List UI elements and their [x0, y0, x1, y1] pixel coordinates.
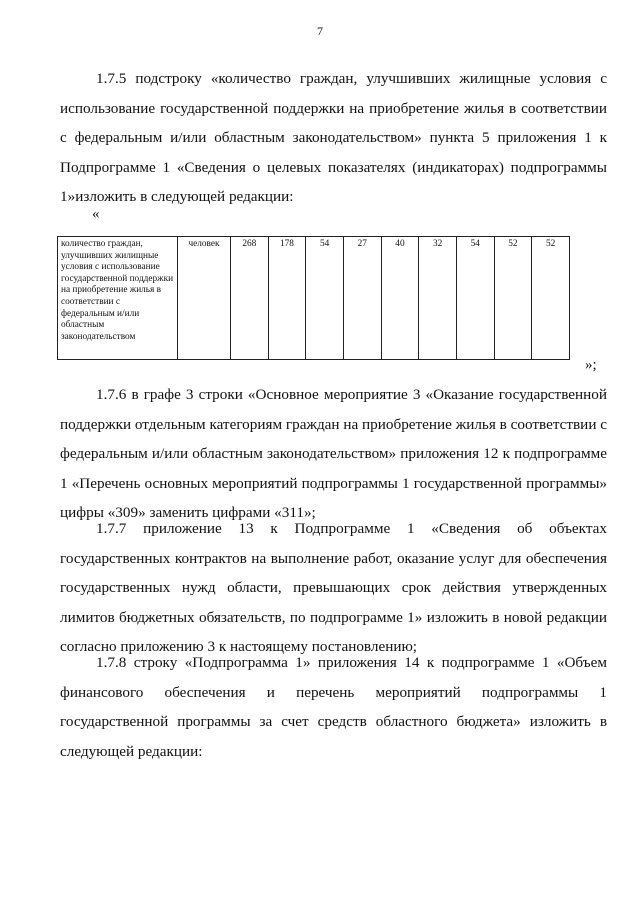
page-number: 7 [317, 24, 323, 38]
indicator-table [57, 236, 570, 360]
value-cell-2: 178 [268, 237, 306, 360]
paragraph-1-7-7: 1.7.7 приложение 13 к Подпрограмме 1 «Сведения об объектах государственных контрактов на выполнение работ, оказание услуг для обеспечения государственных нужд области, превышающих срок действия утвержденных лимитов бюджетных обязательств, по подпрограмме 1» изложить в новой редакции согласно приложению 3 к настоящему постановлению; [60, 520, 607, 656]
paragraph-1-7-6: 1.7.6 в графе 3 строки «Основное мероприятие 3 «Оказание государственной поддержки отдельным категориям граждан на приобретение жилья в соответствии с федеральным и/или областным законодательством» приложения 12 к подпрограмме 1 «Перечень основных мероприятий подпрограммы 1 государственной программы» цифры «309» заменить цифрами «311»; [60, 386, 607, 522]
paragraph-1-7-8: 1.7.8 строку «Подпрограмма 1» приложения 14 к подпрограмме 1 «Объем финансового обеспечения и перечень мероприятий подпрограммы 1 государственной программы за счет средств областного бюджета» изложить в следующей редакции: [60, 654, 607, 760]
paragraph-1-7-5: 1.7.5 подстроку «количество граждан, улучшивших жилищные условия с использование государственной поддержки на приобретение жилья в соответствии с федеральным и/или областным законодательством» пункта 5 приложения 1 к Подпрограмме 1 «Сведения о целевых показателях (индикаторах) подпрограммы 1»изложить в следующей редакции: [60, 70, 607, 206]
closing-quote: »; [585, 357, 597, 373]
unit-cell: человек [178, 237, 231, 360]
indicator-description-cell: количество граждан, улучшивших жилищные условия с использование государственной поддержки на приобретение жилья в соответствии с федеральным и/или областным законодательством [58, 237, 178, 360]
value-cell-4: 27 [343, 237, 381, 360]
value-cell-6: 32 [419, 237, 457, 360]
value-cell-5: 40 [381, 237, 419, 360]
value-cell-3: 54 [306, 237, 344, 360]
value-cell-1: 268 [231, 237, 269, 360]
opening-quote: « [92, 206, 100, 222]
table-row [58, 237, 570, 360]
value-cell-9: 52 [532, 237, 570, 360]
value-cell-8: 52 [494, 237, 532, 360]
value-cell-7: 54 [456, 237, 494, 360]
